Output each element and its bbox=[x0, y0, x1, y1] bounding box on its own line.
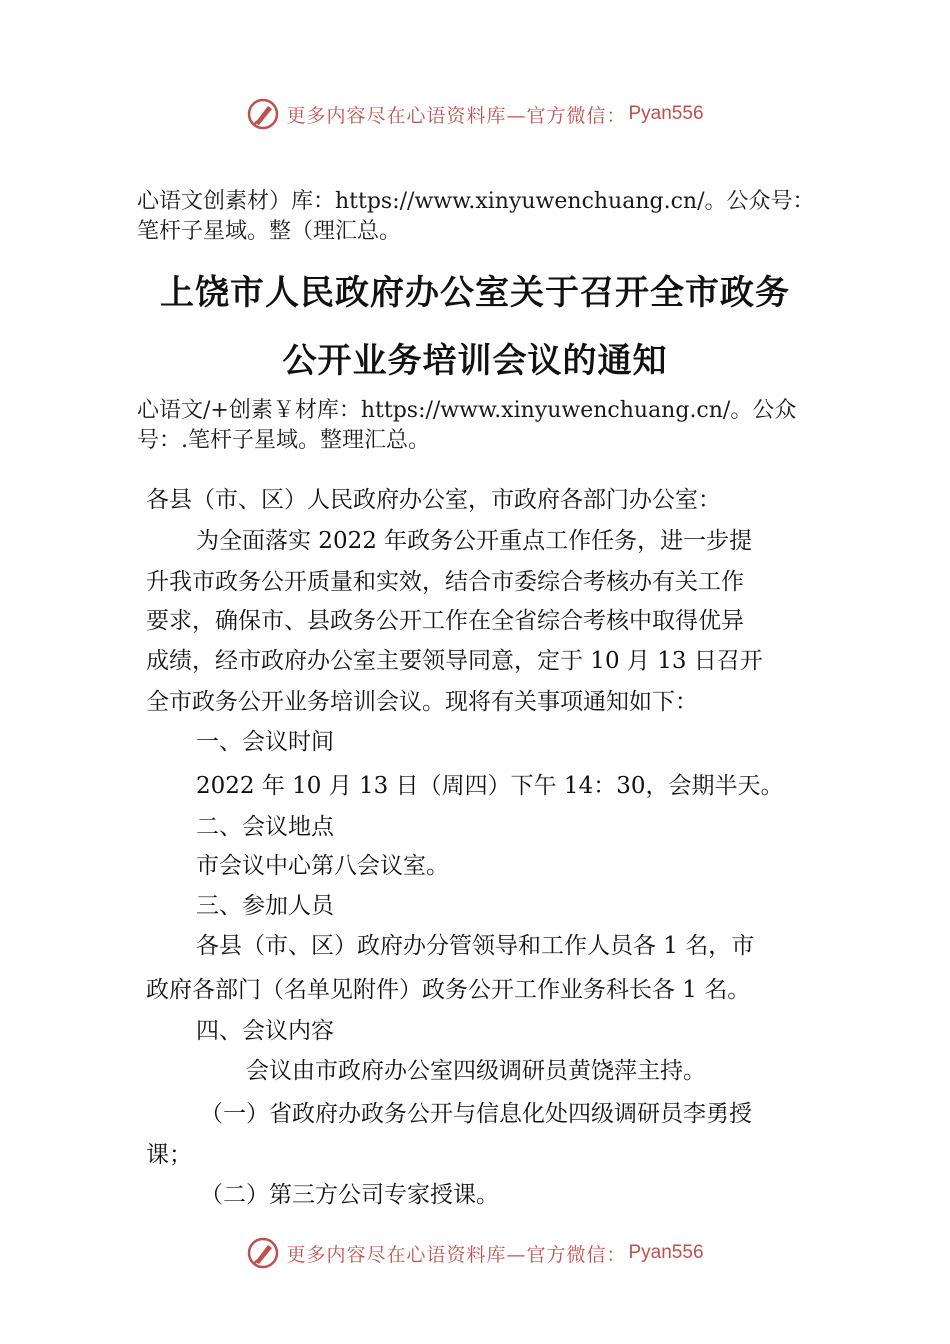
host-text: 会议由市政府办公室四级调研员黄饶萍主持。 bbox=[246, 1058, 706, 1084]
intro-line: 升我市政务公开质量和实效，结合市委综合考核办有关工作 bbox=[146, 569, 744, 595]
salutation: 各县（市、区）人民政府办公室，市政府各部门办公室： bbox=[146, 487, 721, 513]
intro-line: 要求，确保市、县政务公开工作在全省综合考核中取得优异 bbox=[146, 608, 744, 634]
intro-line: 成绩，经市政府办公室主要领导同意，定于 10 月 13 日召开 bbox=[146, 648, 763, 674]
document-title-line-1: 上饶市人民政府办公室关于召开全市政务 bbox=[160, 273, 790, 313]
watermark-wechat-id: Pyan556 bbox=[628, 103, 704, 124]
pen-seal-icon bbox=[246, 1236, 280, 1270]
watermark-text: 更多内容尽在心语资料库—官方微信： bbox=[286, 1243, 627, 1266]
section-heading-time: 一、会议时间 bbox=[196, 729, 334, 755]
source-note-top: 心语文创素材）库：https://www.xinyuwenchuang.cn/。公众号：笔杆子星域。整（理汇总。 bbox=[137, 189, 815, 244]
meeting-location-text: 市会议中心第八会议室。 bbox=[196, 853, 449, 879]
meeting-time-text: 2022 年 10 月 13 日（周四）下午 14：30，会期半天。 bbox=[196, 773, 784, 799]
section-heading-attendees: 三、参加人员 bbox=[196, 893, 334, 919]
agenda-item-2: （二）第三方公司专家授课。 bbox=[200, 1182, 499, 1208]
source-note-middle: 心语文/+创素￥材库：https://www.xinyuwenchuang.cn/。公众号：.笔杆子星域。整理汇总。 bbox=[137, 398, 797, 453]
document-title-line-2: 公开业务培训会议的通知 bbox=[282, 341, 668, 381]
watermark-text: 更多内容尽在心语资料库—官方微信： bbox=[286, 104, 627, 127]
pen-seal-icon bbox=[246, 97, 280, 131]
agenda-item-1-line: （一）省政府办政务公开与信息化处四级调研员李勇授 bbox=[200, 1101, 752, 1127]
watermark-footer bbox=[0, 1233, 950, 1273]
attendees-text-line: 政府各部门（名单见附件）政务公开工作业务科长各 1 名。 bbox=[146, 977, 751, 1003]
watermark-header bbox=[0, 94, 950, 134]
intro-line: 全市政务公开业务培训会议。现将有关事项通知如下： bbox=[146, 689, 698, 715]
watermark-wechat-id: Pyan556 bbox=[628, 1242, 704, 1263]
intro-line: 为全面落实 2022 年政务公开重点工作任务，进一步提 bbox=[196, 528, 753, 554]
section-heading-content: 四、会议内容 bbox=[196, 1018, 334, 1044]
attendees-text-line: 各县（市、区）政府办分管领导和工作人员各 1 名，市 bbox=[196, 933, 755, 959]
section-heading-location: 二、会议地点 bbox=[196, 814, 334, 840]
agenda-item-1-line: 课； bbox=[146, 1142, 192, 1168]
